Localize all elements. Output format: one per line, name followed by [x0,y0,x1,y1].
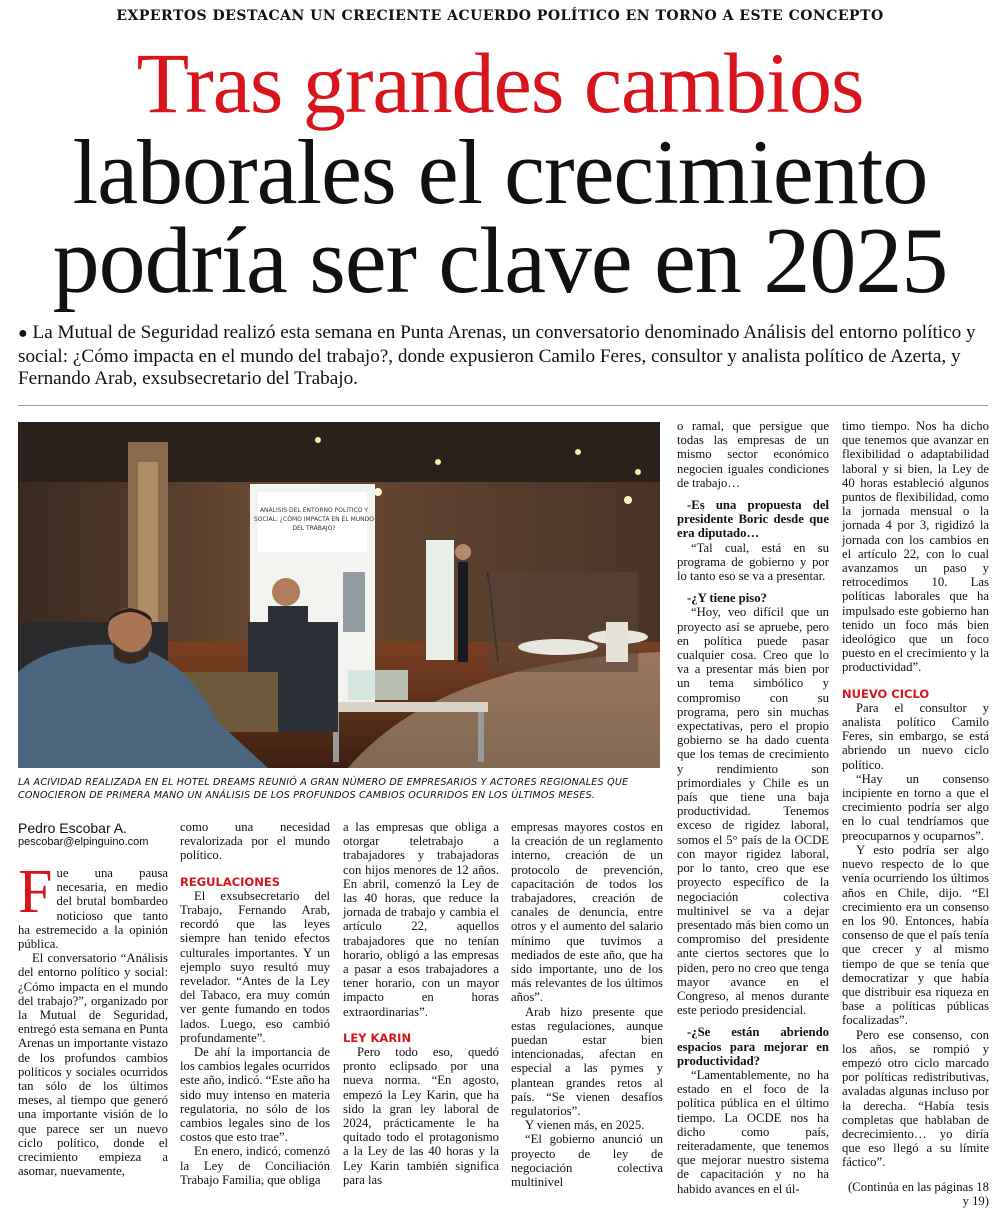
paragraph: “Lamentablemente, no ha estado en el foco de la política pública en el último tiempo. La OCDE nos ha dicho como país, reiteradamente, que tenemos que mejorar nuestro sistema de capacitación y no ha habido avances en el úl- [677,1067,829,1196]
paragraph: El conversatorio “Análisis del entorno político y social: ¿Cómo impacta en el mundo del trabajo?”, organizado por la Mutual de Seguridad, entregó esta semana en Punta Arenas un importante vistazo de los profundos cambios políticos y sociales ocurridos tan sólo de los últimos meses, al tiempo que generó una importante visión de lo que parece ser un nuevo ciclo político, donde el crecimiento empieza a asomar, nuevamente, [18,951,168,1179]
byline [18,820,168,848]
paragraph: De ahí la importancia de los cambios legales ocurridos este año, indicó. “Este año ha sido muy intenso en materia regulatoria, no sólo de los cambios legales sino de los costos que esto trae”. [180,1045,330,1145]
author-email[interactable]: pescobar@elpinguino.com [18,836,149,848]
paragraph: En enero, indicó, comenzó la Ley de Conciliación Trabajo Familia, que obliga [180,1144,330,1187]
column-5 [677,419,829,1196]
photo-caption: LA ACIVIDAD REALIZADA EN EL HOTEL DREAMS REUNIÓ A GRAN NÚMERO DE EMPRESARIOS Y ACTORES REGIONALES QUE CONOCIERON DE PRIMERA MANO UN ANÁLISIS DE LOS PROFUNDOS CAMBIOS OCURRIDOS EN LOS ÚLTIMOS MESES. [18,777,629,801]
headline-line-2: laborales el crecimiento [72,121,928,223]
author-name: Pedro Escobar A. [18,820,127,836]
svg-text:DEL TRABAJO?: DEL TRABAJO? [292,525,336,532]
paragraph: “El gobierno anunció un proyecto de ley de negociación colectiva multinivel [511,1132,663,1190]
column-3 [343,820,499,1187]
section-heading-nuevo-ciclo: NUEVO CICLO [842,686,930,701]
paragraph: Pero todo eso, quedó pronto eclipsado por una nueva norma. “En agosto, empezó la Ley Karin, que ha sido la gran ley laboral de 2024, prácticamente le ha quitado todo el protagonismo a la Ley de las 40 horas y la Ley Karin también significa para las [343,1045,499,1187]
section-heading-ley-karin: LEY KARIN [343,1030,412,1045]
bullet-icon: ● [18,325,28,342]
paragraph: Y vienen más, en 2025. [525,1118,645,1133]
paragraph: El exsubsecretario del Trabajo, Fernando Arab, recordó que las leyes siempre han tenido efectos culturales importantes. Y un ejemplo suyo resultó muy revelador. “Antes de la Ley del Tabaco, era muy común ver gente fumando en todos lados. Luego, eso cambió profundamente”. [180,888,330,1045]
paragraph: Pero ese consenso, con los años, se rompió y empezó otro ciclo marcado por políticas redistributivas, avaladas algunas incluso por la derecha. “Había tesis completas que hablaban de decrecimiento… yo diría que eso llegó a su límite fáctico”. [842,1027,989,1170]
dropcap: F [18,858,53,926]
paragraph: o ramal, que persigue que todas las empresas de un mismo sector económico negocien iguales condiciones de trabajo… [677,419,829,490]
column-6 [842,419,989,1208]
column-4 [511,820,663,1189]
continuation-note: (Continúa en las páginas 18 y 19) [848,1179,989,1208]
svg-text:ANÁLISIS DEL ENTORNO POLÍTICO: ANÁLISIS DEL ENTORNO POLÍTICO Y [259,507,369,514]
paragraph: “Tal cual, está en su programa de gobierno y por lo tanto eso se va a presentar. [677,540,829,584]
paragraph: ue una pausa necesaria, en medio del brutal bombardeo noticioso que tanto ha estremecido a la opinión pública. [18,866,168,952]
kicker: EXPERTOS DESTACAN UN CRECIENTE ACUERDO POLÍTICO EN TORNO A ESTE CONCEPTO [116,8,884,24]
divider [18,405,988,406]
event-photo [18,422,660,768]
paragraph: “Hay un consenso incipiente en torno a que el crecimiento podría ser algo en lo cual tendríamos que preocuparnos y ocuparnos”. [842,771,989,843]
paragraph: Y esto podría ser algo nuevo respecto de lo que venía ocurriendo los últimos años en Chile, dijo. “El crecimiento era un consenso en los 90. Entonces, había consenso de que el país tenía que crecer y al mismo tiempo de que se tenía que democratizar y que había que distribuir esa riqueza en base a políticas públicas focalizadas”. [842,842,989,1028]
paragraph: como una necesidad revalorizada por el mundo político. [180,820,330,863]
svg-text:SOCIAL: ¿CÓMO IMPACTA EN EL MU: SOCIAL: ¿CÓMO IMPACTA EN EL MUNDO [254,516,374,523]
interview-question: -¿Y tiene piso? [687,591,767,606]
interview-question: -¿Se están abriendo espacios para mejorar en productividad? [677,1025,829,1068]
headline-line-1: Tras grandes cambios [136,35,864,131]
column-2 [180,820,330,1187]
interview-question: -Es una propuesta del presidente Boric desde que era diputado… [677,498,829,541]
lede-text: La Mutual de Seguridad realizó esta semana en Punta Arenas, un conversatorio denominado Análisis del entorno político y social: ¿Cómo impacta en el mundo del trabajo?, donde expusieron Camilo Feres, consultor y analista político de Azerta, y Fernando Arab, exsubsecretario del Trabajo. [18,322,976,389]
paragraph: empresas mayores costos en la creación de un reglamento interno, creación de un protocolo de prevención, capacitación de todos los trabajadores, creación de canales de denuncia, entre otros y el aumento del salario mínimo que tuvimos a mediados de este año, que ha sido importante, uno de los más relevantes de los últimos años”. [511,820,663,1005]
paragraph: a las empresas que obliga a otorgar teletrabajo a trabajadores y trabajadoras con hijos menores de 12 años. En abril, comenzó la Ley de las 40 horas, que reduce la jornada de trabajo y cambia el artículo 22, aquellos trabajadores que no tenían horario, obligó a las empresas a pasar a esos trabajadores a tener horario, con un mayor impacto en horas extraordinarias”. [343,820,499,1019]
section-heading-regulaciones: REGULACIONES [180,874,280,889]
column-1 [18,858,168,1179]
paragraph: Arab hizo presente que estas regulaciones, aunque puedan estar bien intencionadas, afectan en especial a las pymes y plantean grandes retos al país. “Se vienen desafíos regulatorios”. [511,1004,663,1119]
paragraph: Para el consultor y analista político Camilo Feres, sin embargo, se está abriendo un nuevo ciclo político. [842,700,989,772]
paragraph: timo tiempo. Nos ha dicho que tenemos que avanzar en flexibilidad o adaptabilidad laboral y si bien, la Ley de 40 horas estableció algunos puntos de flexibilidad, como la jornada mensual o la jornada 4 por 3, rigidizó la jornada con los cambios en el artículo 22, con lo cual avanzamos un paso y retrocedimos 10. Las políticas laborales que ha impulsado este gobierno han tenido un foco más bien ideológico que un foco puesto en el crecimiento y la productividad”. [842,419,989,675]
paragraph: “Hoy, veo difícil que un proyecto así se apruebe, pero en política puede pasar cualquier cosa. Creo que lo va a presentar más bien por un tema simbólico y compromiso con su programa, pero sin muchas expectativas, pero el propio gobierno se ha dado cuenta que los temas de crecimiento y rendimiento son primordiales y Chile es un país que tiene una baja productividad. Tenemos exceso de rigidez laboral, somos el 5° país de la OCDE con mayor rigidez laboral, por lo tanto, creo que ese proyecto específico de la negociación colectiva multinivel se va a dejar presentado más bien como un compromiso del presidente ante ciertos sectores que lo piden, pero no creo que tenga mayor avance en el Congreso, al menos durante este periodo presidencial. [677,605,829,1018]
lede [18,322,986,391]
headline-line-3: podría ser clave en 2025 [52,209,948,313]
